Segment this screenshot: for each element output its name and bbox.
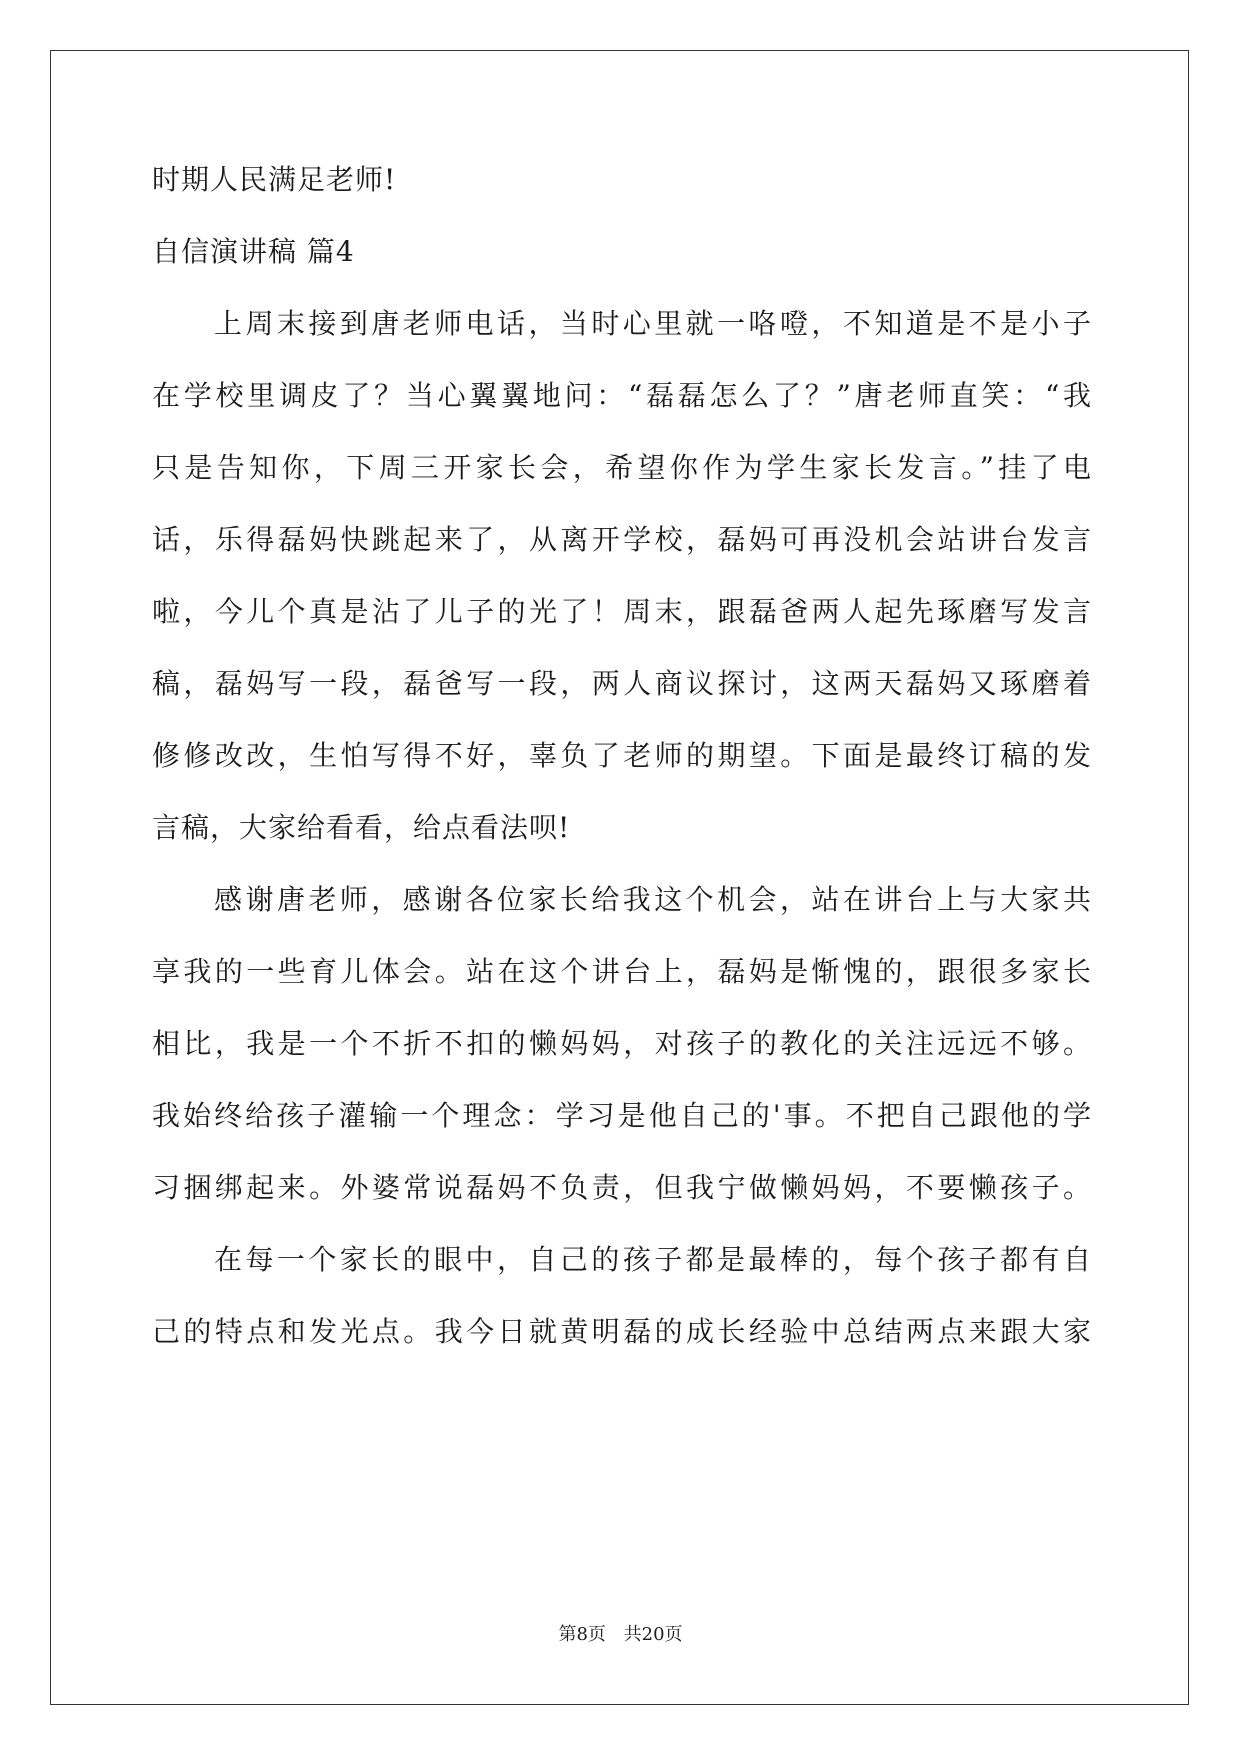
paragraph-line: 在学校里调皮了？当心翼翼地问：“磊磊怎么了？”唐老师直笑：“我: [152, 379, 1092, 412]
paragraph-line: 习捆绑起来。外婆常说磊妈不负责，但我宁做懒妈妈，不要懒孩子。: [152, 1171, 1092, 1204]
paragraph-line: 稿，磊妈写一段，磊爸写一段，两人商议探讨，这两天磊妈又琢磨着: [152, 667, 1092, 700]
page-total: 共20页: [623, 1624, 683, 1645]
page-number: 第8页: [558, 1624, 606, 1645]
paragraph-line: 感谢唐老师，感谢各位家长给我这个机会，站在讲台上与大家共: [214, 883, 1092, 916]
paragraph-line: 相比，我是一个不折不扣的懒妈妈，对孩子的教化的关注远远不够。: [152, 1027, 1092, 1060]
paragraph-line: 己的特点和发光点。我今日就黄明磊的成长经验中总结两点来跟大家: [152, 1315, 1092, 1348]
paragraph-line: 我始终给孩子灌输一个理念：学习是他自己的'事。不把自己跟他的学: [152, 1099, 1092, 1132]
paragraph-line: 修修改改，生怕写得不好，辜负了老师的期望。下面是最终订稿的发: [152, 739, 1092, 772]
paragraph-line: 话，乐得磊妈快跳起来了，从离开学校，磊妈可再没机会站讲台发言: [152, 523, 1092, 556]
paragraph-line: 享我的一些育儿体会。站在这个讲台上，磊妈是惭愧的，跟很多家长: [152, 955, 1092, 988]
paragraph-2: [152, 880, 1092, 1208]
document-body: [152, 160, 1092, 1352]
paragraph-line: 啦，今儿个真是沾了儿子的光了！周末，跟磊爸两人起先琢磨写发言: [152, 595, 1092, 628]
page-footer: [0, 1623, 1241, 1647]
paragraph-line: 只是告知你，下周三开家长会，希望你作为学生家长发言。”挂了电: [152, 451, 1092, 484]
section-title: 自信演讲稿 篇4: [152, 235, 355, 268]
paragraph-3: [152, 1240, 1092, 1352]
paragraph-1: [152, 304, 1092, 848]
paragraph-line: 在每一个家长的眼中，自己的孩子都是最棒的，每个孩子都有自: [214, 1243, 1092, 1276]
continuation-line: 时期人民满足老师!: [152, 163, 397, 196]
paragraph-line: 上周末接到唐老师电话，当时心里就一咯噔，不知道是不是小子: [214, 307, 1092, 340]
paragraph-line: 言稿，大家给看看，给点看法呗!: [152, 811, 571, 844]
